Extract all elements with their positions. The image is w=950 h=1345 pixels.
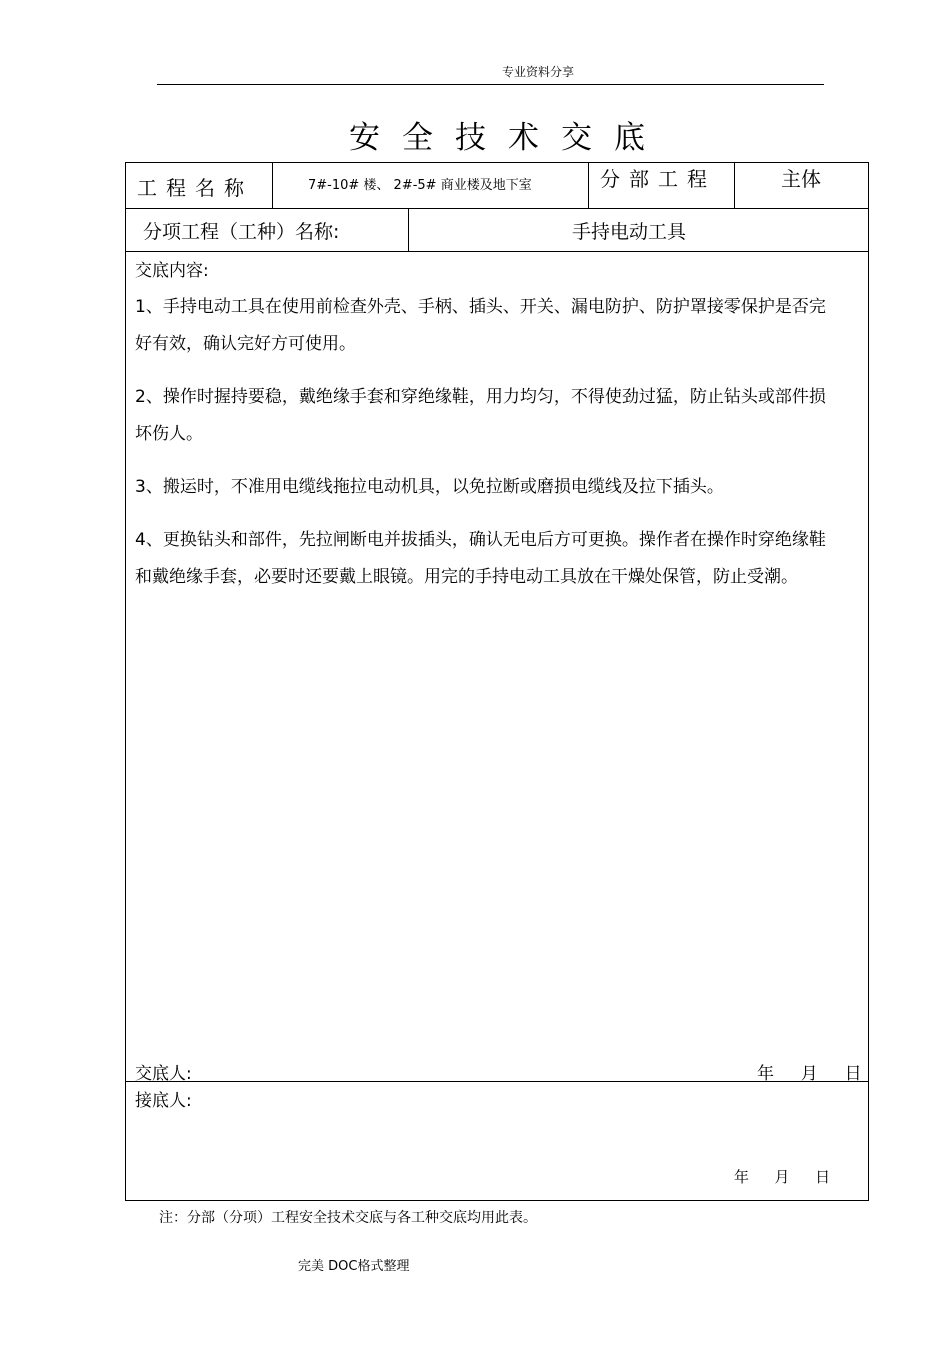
project-name-label: 工程名称	[137, 176, 253, 200]
receiver-date: 年 月 日	[734, 1168, 831, 1186]
receiver-label: 接底人:	[135, 1091, 192, 1111]
page-footer-text: 完美 DOC格式整理	[298, 1259, 410, 1274]
form-note: 注：分部（分项）工程安全技术交底与各工种交底均用此表。	[159, 1210, 537, 1226]
disclosure-form	[125, 162, 869, 1201]
content-item: 1、手持电动工具在使用前检查外壳、手柄、插头、开关、漏电防护、防护罩接零保护是否完好有效，确认完好方可使用。	[135, 297, 826, 354]
col-divider-4	[408, 208, 409, 251]
content-item: 4、更换钻头和部件，先拉闸断电并拔插头，确认无电后方可更换。操作者在操作时穿绝缘鞋和戴绝缘手套，必要时还要戴上眼镜。用完的手持电动工具放在干燥处保管，防止受潮。	[135, 530, 826, 587]
col-divider-1	[272, 163, 273, 208]
subitem-label: 分项工程（工种）名称:	[143, 221, 340, 243]
project-name-value: 7#-10# 楼、 2#-5# 商业楼及地下室	[308, 178, 532, 193]
header-divider	[157, 84, 824, 85]
page-header-text: 专业资料分享	[501, 65, 574, 79]
content-item: 2、操作时握持要稳，戴绝缘手套和穿绝缘鞋，用力均匀，不得使劲过猛，防止钻头或部件损坏伤人。	[135, 387, 826, 444]
subitem-value: 手持电动工具	[572, 221, 687, 243]
row-divider-2	[126, 251, 868, 252]
discloser-date: 年 月 日	[757, 1064, 862, 1084]
col-divider-3	[734, 163, 735, 208]
content-body	[135, 289, 835, 596]
col-divider-2	[588, 163, 589, 208]
content-label: 交底内容:	[135, 261, 209, 281]
division-value: 主体	[781, 167, 821, 191]
division-label: 分部工程	[600, 167, 716, 191]
document-title: 安全技术交底	[349, 120, 667, 156]
content-item: 3、搬运时，不准用电缆线拖拉电动机具，以免拉断或磨损电缆线及拉下插头。	[135, 477, 724, 497]
row-divider-1	[126, 208, 868, 209]
discloser-label: 交底人:	[135, 1064, 192, 1084]
